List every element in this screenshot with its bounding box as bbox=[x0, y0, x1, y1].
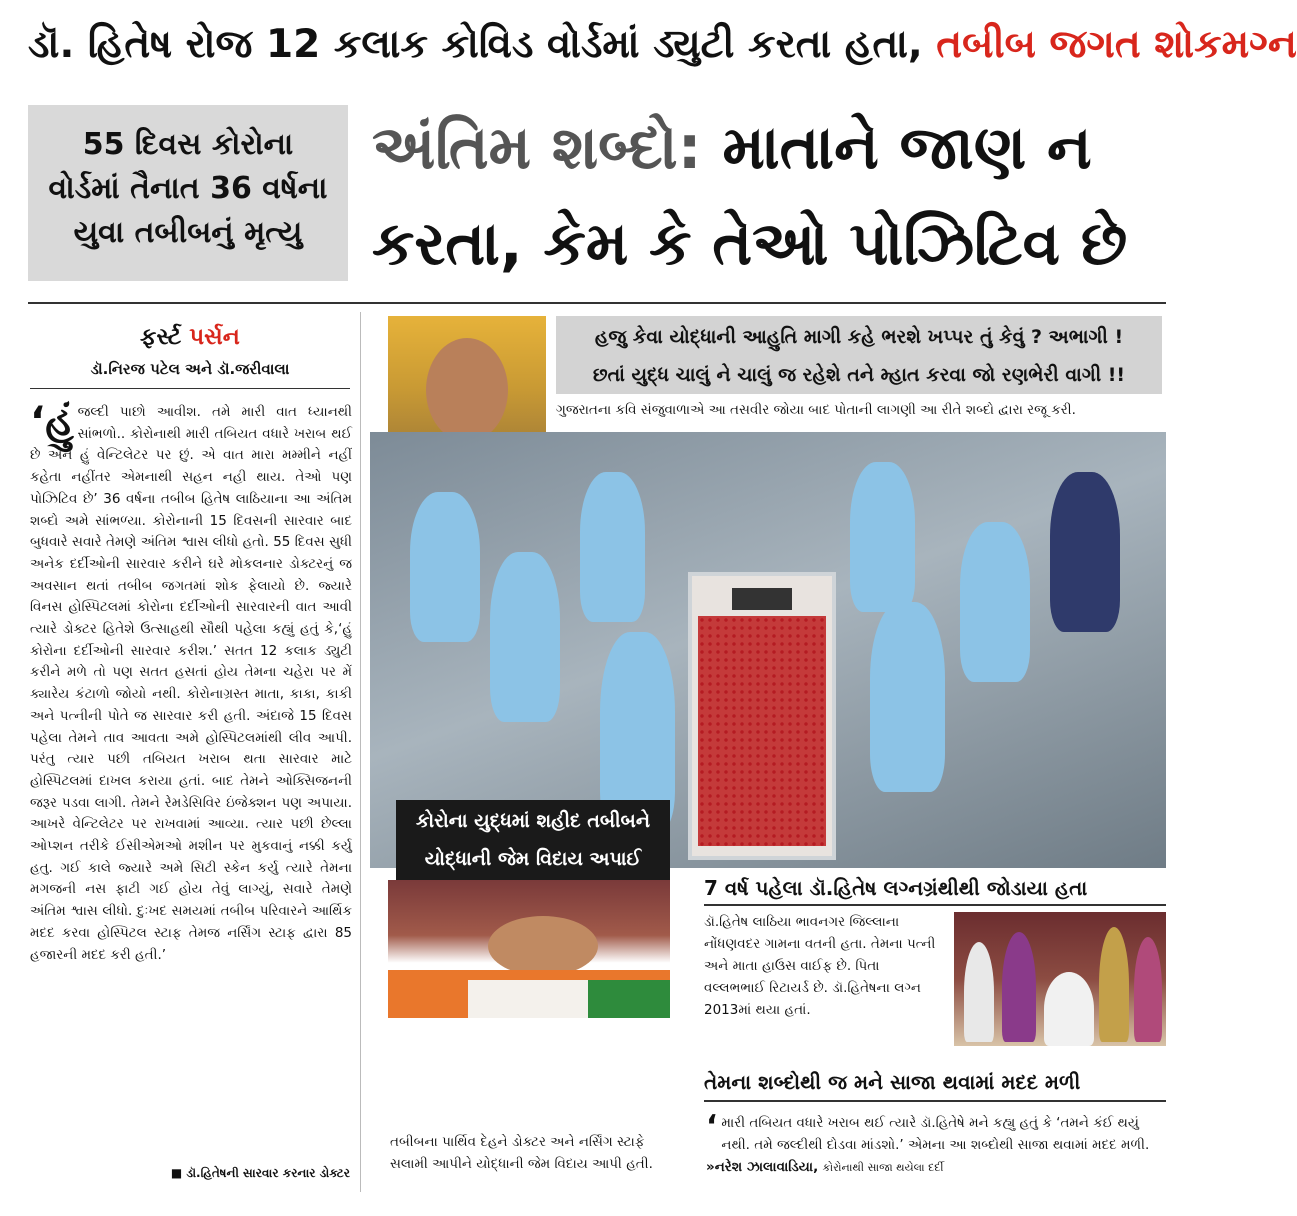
patient-rule bbox=[704, 1100, 1166, 1102]
headline-line-2: કરતા, કેમ કે તેઓ પોઝિટિવ છે bbox=[372, 209, 1128, 279]
first-person-label-red: પર્સન bbox=[189, 324, 240, 350]
authors-rule bbox=[30, 388, 350, 389]
tribute-line-1: કોરોના યુદ્ધમાં શહીદ તબીબને bbox=[416, 810, 650, 832]
patient-attribution: »નરેશ ઝાલાવાડિયા, bbox=[706, 1159, 819, 1175]
portrait-face bbox=[426, 338, 508, 442]
authors-line: ડૉ.નિરજ પટેલ અને ડૉ.જરીવાલા bbox=[90, 360, 290, 378]
wedding-rule bbox=[704, 904, 1166, 906]
wedding-heading: 7 વર્ષ પહેલા ડૉ.હિતેષ લગ્નગ્રંથીથી જોડાયા હતા bbox=[704, 876, 1088, 900]
ppe-figure bbox=[960, 522, 1030, 682]
first-person-credit: ■ ડૉ.હિતેષની સારવાર કરનાર ડોક્ટર bbox=[170, 1166, 350, 1180]
subheadline-box bbox=[28, 105, 348, 281]
flag-draped-photo bbox=[388, 880, 670, 1018]
headline-line-1 bbox=[372, 100, 1172, 196]
ppe-figure bbox=[1050, 472, 1120, 632]
poem-line-2: છતાં યુદ્ધ ચાલું ને ચાલું જ રહેશે તને મ્હાત કરવા જો રણભેરી વાગી !! bbox=[592, 364, 1126, 386]
first-person-text: જલ્દી પાછો આવીશ. તમે મારી વાત ધ્યાનથી સાંભળો.. કોરોનાથી મારી તબિયત વધારે ખરાબ થઈ છે અને હું વેન્ટિલેટર પર છું. એ વાત મારા મમ્મીને નહીં કહેતા નહીંતર એમનાથી સહન નહી થાય. તેઓ પણ પોઝિટિવ છે’ 36 વર્ષના તબીબ હિતેષ લાઠિયાના આ અંતિમ શબ્દો અમે સાંભળ્યા. કોરોનાની 15 દિવસની સારવાર બાદ બુધવારે સવારે તેમણે અંતિમ શ્વાસ લીધો હતો. 55 દિવસ સુધી અનેક દર્દીઓની સારવાર કરીને ઘરે મોકલનાર ડોક્ટરનું જ અવસાન થતાં તબીબ જગતમાં શોક ફેલાયો છે. જ્યારે વિનસ હોસ્પિટલમાં કોરોના દર્દીઓની સારવારની વાત આવી ત્યારે ડોક્ટર હિતેશે ઉત્સાહથી સૌથી પહેલા કહ્યું હતું કે,‘હું કોરોના દર્દીઓની સારવાર કરીશ.’ સતત 12 કલાક ડ્યુટી કરીને મળે તો પણ સતત હસતાં હોય તેમના ચહેરા પર મેં ક્યારેય કંટાળો જોયો નથી. કોરોનાગ્રસ્ત માતા, કાકા, કાકી અને પત્નીની પોતે જ સારવાર કરી હતી. અંદાજે 15 દિવસ પહેલા તેમને તાવ આવતા અમે હોસ્પિટલમાંથી લીવ આપી. પરંતુ ત્યાર પછી તબિયત ખરાબ થતા સારવાર માટે હોસ્પિટલમાં દાખલ કરાયા હતાં. બાદ તેમને ઓક્સિજનની જરૂર પડવા લાગી. તેમને રેમડેસિવિર ઇંજેક્શન પણ અપાયા. આખરે વેન્ટિલેટર પર રાખવામાં આવ્યા. ત્યાર પછી છેલ્લા ઓપ્શન તરીકે ઈસીએમઓ મશીન પર મુકવાનું નક્કી કર્યુ હતુ. ગઈ કાલે જ્યારે અમે સિટી સ્કેન કર્યુ ત્યારે તેમના મગજની નસ ફાટી ગઈ હોય તેવું લાગ્યું, સવારે તેમણે અંતિમ શ્વાસ લીધો. દુઃખદ સમયમાં તબીબ પરિવારને આર્થિક મદદ કરવા હોસ્પિટલ સ્ટાફ તેમજ નર્સિંગ સ્ટાફ દ્વારા 85 હજારની મદદ કરી હતી.’ bbox=[30, 404, 352, 963]
first-person-body bbox=[30, 399, 352, 1154]
top-strapline bbox=[28, 14, 1297, 76]
rose-petals bbox=[698, 616, 826, 846]
subheadline-line-3: યુવા તબીબનું મૃત્યુ bbox=[73, 215, 303, 250]
first-person-label bbox=[30, 324, 350, 350]
headline-black: માતાને જાણ ન bbox=[722, 113, 1092, 183]
poem-box bbox=[556, 316, 1162, 394]
ppe-figure bbox=[580, 472, 645, 622]
wedding-photo bbox=[954, 912, 1166, 1046]
headline-gray: અંતિમ શબ્દો: bbox=[372, 113, 702, 183]
subheadline-line-1: 55 દિવસ કોરોના bbox=[82, 127, 294, 162]
ppe-figure bbox=[850, 462, 915, 612]
tribute-line-2: યોદ્ધાની જેમ વિદાય અપાઈ bbox=[424, 848, 642, 870]
wedding-person bbox=[1002, 932, 1036, 1042]
patient-quote bbox=[706, 1109, 1166, 1179]
wedding-person bbox=[964, 942, 994, 1042]
drop-cap: ‘હું bbox=[30, 399, 74, 445]
wedding-body: ડૉ.હિતેષ લાઠિયા ભાવનગર જિલ્લાના નોંધણવદર ગામના વતની હતા. તેમના પત્ની અને માતા હાઉસ વાઈફ છે. પિતા વલ્લભભાઈ રિટાયર્ડ છે. ડૉ.હિતેષના લગ્ન 2013માં થયા હતાં. bbox=[704, 914, 936, 1018]
hospital-bed bbox=[688, 572, 836, 860]
poem-line-1: હજુ કેવા યોદ્ધાની આહુતિ માગી કહે ભરશે ખપ્પર તું કેવું ? અભાગી ! bbox=[594, 326, 1124, 348]
subheadline-line-2: વોર્ડમાં તૈનાત 36 વર્ષના bbox=[48, 171, 328, 206]
strapline-main: ડૉ. હિતેષ રોજ 12 કલાક કોવિડ વોર્ડમાં ડ્યુટી કરતા હતા, bbox=[28, 22, 923, 67]
ppe-figure bbox=[410, 492, 480, 642]
ppe-figure bbox=[490, 552, 560, 722]
wedding-person bbox=[1134, 937, 1162, 1042]
bed-monitor bbox=[732, 588, 792, 610]
strapline-red: તબીબ જગત શોકમગ્ન bbox=[936, 22, 1297, 67]
patient-heading: તેમના શબ્દોથી જ મને સાજા થવામાં મદદ મળી bbox=[704, 1070, 1081, 1094]
body-face bbox=[488, 916, 598, 976]
ppe-figure bbox=[870, 602, 945, 792]
first-person-label-black: ફર્સ્ટ bbox=[140, 324, 182, 350]
quote-mark: ‘ bbox=[706, 1109, 718, 1144]
tribute-caption: તબીબના પાર્થિવ દેહને ડોક્ટર અને નર્સિંગ સ્ટાફે સલામી આપીને યોદ્ધાની જેમ વિદાય આપી હતી. bbox=[390, 1134, 653, 1172]
tribute-caption-box bbox=[396, 800, 670, 880]
wedding-person bbox=[1044, 972, 1094, 1046]
poem-note: ગુજરાતના કવિ સંજુવાળાએ આ તસવીર જોયા બાદ પોતાની લાગણી આ રીતે શબ્દો દ્વારા રજૂ કરી. bbox=[556, 402, 1076, 418]
column-rule bbox=[360, 312, 361, 1192]
patient-attribution-note: કોરોનાથી સાજા થયેલા દર્દી bbox=[822, 1161, 944, 1174]
wedding-person bbox=[1099, 927, 1129, 1042]
divider bbox=[28, 302, 1166, 304]
flag-green bbox=[588, 980, 670, 1018]
patient-quote-text: મારી તબિયત વધારે ખરાબ થઈ ત્યારે ડૉ.હિતેષે મને કહ્યુ હતું કે ‘તમને કંઈ થયું નથી. તમે જલ્દીથી દોડવા માંડશો.’ એમના આ શબ્દોથી સાજા થવામાં મદદ મળી. bbox=[721, 1115, 1150, 1153]
